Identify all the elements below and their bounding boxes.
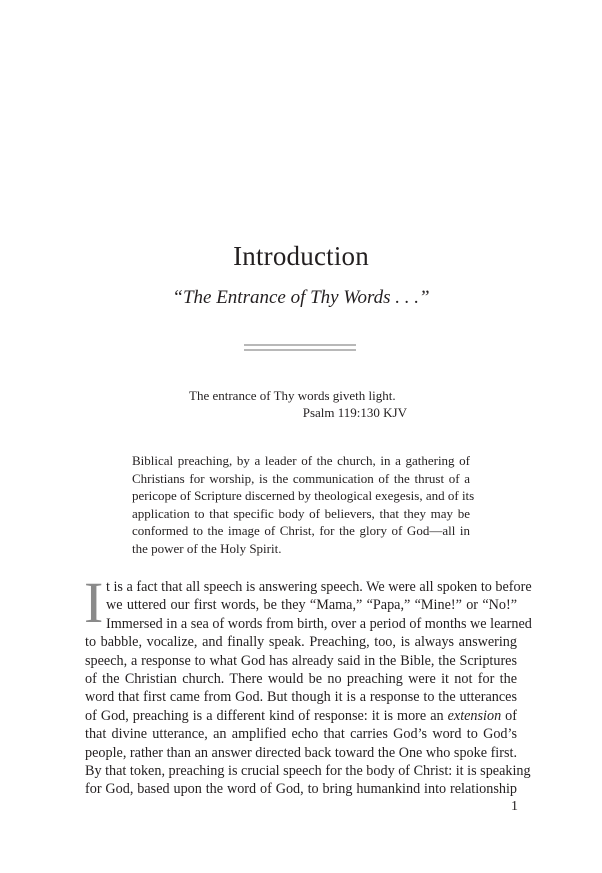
definition-line: the power of the Holy Spirit. xyxy=(132,540,282,556)
page-number: 1 xyxy=(511,799,518,814)
epigraph-quote: The entrance of Thy words giveth light. xyxy=(189,388,396,403)
definition-line: Christians for worship, is the communication of the thrust of a xyxy=(132,470,470,486)
drop-cap: I xyxy=(84,570,104,635)
definition-line: application to that specific body of believers, that they may be xyxy=(132,505,470,521)
body-line: speech, a response to what God has already said in the Bible, the Scriptures xyxy=(85,652,517,669)
body-line-start: of God, preaching is a different kind of response: it is more an xyxy=(85,707,448,724)
body-line: to babble, vocalize, and finally speak. Preaching, too, is always answering xyxy=(85,634,517,651)
chapter-subtitle: “The Entrance of Thy Words . . .” xyxy=(172,287,430,308)
definition-line: Biblical preaching, by a leader of the church, in a gathering of xyxy=(132,453,470,468)
epigraph xyxy=(189,387,409,421)
emphasis-extension: extension xyxy=(447,707,502,724)
body-line xyxy=(85,707,517,725)
body-line: that divine utterance, an amplified echo that carries God’s word to God’s xyxy=(85,726,517,743)
ornament-rule-bottom xyxy=(244,349,356,351)
body-line: t is a fact that all speech is answering speech. We were all spoken to before xyxy=(106,579,532,595)
body-paragraph xyxy=(84,570,532,799)
chapter-title: Introduction xyxy=(233,241,369,271)
epigraph-source: Psalm 119:130 KJV xyxy=(302,405,407,420)
definition-line: conformed to the image of Christ, for the glory of God—all in xyxy=(132,523,470,538)
body-line: for God, based upon the word of God, to bring humankind into relationship xyxy=(85,781,517,798)
body-line-end: of xyxy=(501,707,517,724)
definition-line: pericope of Scripture discerned by theological exegesis, and of its xyxy=(132,488,475,503)
preaching-definition xyxy=(132,452,475,557)
body-line: Immersed in a sea of words from birth, over a period of months we learned xyxy=(106,615,532,632)
body-line: people, rather than an answer directed back toward the One who spoke first. xyxy=(85,744,517,761)
body-line: word that first came from God. But though it is a response to the utterances xyxy=(85,689,517,706)
body-line: of the Christian church. There would be no preaching were it not for the xyxy=(85,671,517,688)
body-line: we uttered our first words, be they “Mama,” “Papa,” “Mine!” or “No!” xyxy=(106,597,517,614)
body-line: By that token, preaching is crucial speech for the body of Christ: it is speaking xyxy=(85,763,531,780)
ornament-rule-top xyxy=(244,344,356,346)
